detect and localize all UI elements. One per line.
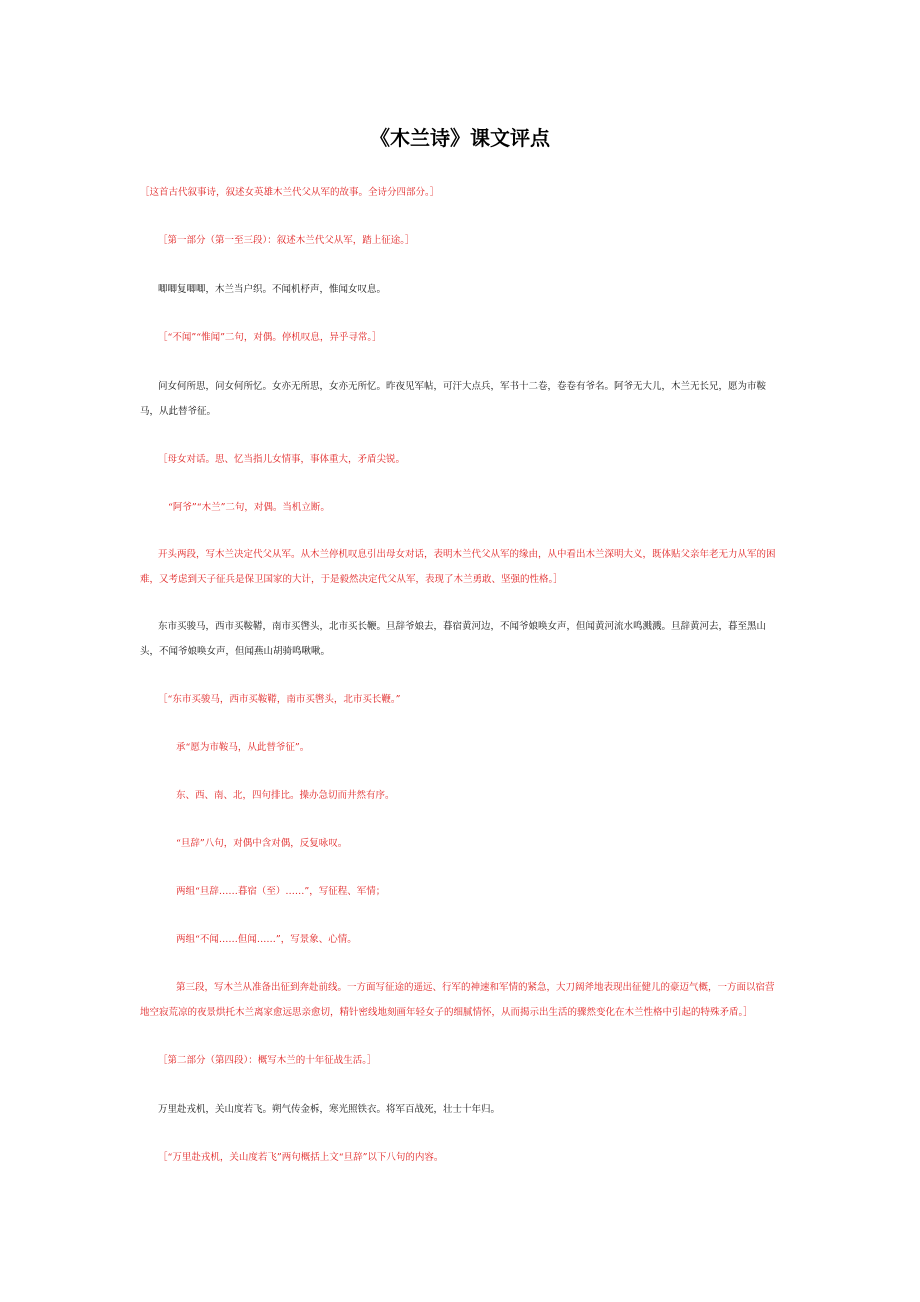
annotation-1: ［“不闻”“惟闻”二句，对偶。停机叹息，异乎寻常。］ — [158, 332, 382, 343]
annotation-5: ［“东市买骏马，西市买鞍鞯，南市买辔头，北市买长鞭。” — [158, 694, 401, 705]
annotation-11: 第三段，写木兰从准备出征到奔赴前线。一方面写征途的遥远、行军的神速和军情的紧急，大刀阔斧地表现出征健儿的豪迈气概，一方面以宿营地空寂荒凉的夜景烘托木兰离家愈远思亲愈切，精针密线地刻画年轻女子的细腻情怀，从而揭示出生活的骤然变化在木兰性格中引起的特殊矛盾。］ — [140, 982, 775, 1018]
annotation-12: ［“万里赴戎机，关山度若飞”两句概括上文“旦辞”以下八句的内容。 — [158, 1152, 444, 1163]
annotation-8: “旦辞”八句，对偶中含对偶，反复咏叹。 — [176, 838, 348, 849]
annotation-9: 两组“旦辞……暮宿（至）……”，写征程、军情； — [176, 886, 386, 897]
annotation-6: 承“愿为市鞍马，从此替爷征”。 — [176, 742, 310, 753]
verse-paragraph-2: 问女何所思，问女何所忆。女亦无所思，女亦无所忆。昨夜见军帖，可汗大点兵，军书十二卷，卷卷有爷名。阿爷无大儿，木兰无长兄，愿为市鞍马，从此替爷征。 — [140, 381, 767, 417]
annotation-3: “阿爷”“木兰”二句，对偶。当机立断。 — [168, 502, 330, 513]
annotation-10: 两组“不闻……但闻……”，写景象、心情。 — [176, 934, 357, 945]
annotation-7: 东、西、南、北，四句排比。操办急切而井然有序。 — [176, 790, 395, 801]
verse-paragraph-4: 万里赴戎机，关山度若飞。朔气传金柝，寒光照铁衣。将军百战死，壮士十年归。 — [158, 1104, 501, 1115]
annotation-4: 开头两段，写木兰决定代父从军。从木兰停机叹息引出母女对话，表明木兰代父从军的缘由，从中看出木兰深明大义，既体贴父亲年老无力从军的困难，又考虑到天子征兵是保卫国家的大计，于是毅然决定代父从军，表现了木兰勇敢、坚强的性格。］ — [140, 549, 776, 585]
intro-annotation: ［这首古代叙事诗，叙述女英雄木兰代父从军的故事。全诗分四部分。］ — [140, 187, 440, 198]
verse-paragraph-1: 唧唧复唧唧，木兰当户织。不闻机杼声，惟闻女叹息。 — [158, 284, 387, 295]
part1-header: ［第一部分（第一至三段）：叙述木兰代父从军，踏上征途。］ — [158, 235, 415, 246]
page-title: 《木兰诗》课文评点 — [370, 126, 550, 150]
part2-header: ［第二部分（第四段）：概写木兰的十年征战生活。］ — [158, 1055, 377, 1066]
verse-paragraph-3: 东市买骏马，西市买鞍鞯，南市买辔头，北市买长鞭。旦辞爷娘去，暮宿黄河边，不闻爷娘唤女声，但闻黄河流水鸣溅溅。旦辞黄河去，暮至黑山头，不闻爷娘唤女声，但闻燕山胡骑鸣啾啾。 — [140, 621, 767, 657]
annotation-2: ［母女对话。思、忆当指儿女情事，事体重大，矛盾尖锐。 — [158, 454, 406, 465]
